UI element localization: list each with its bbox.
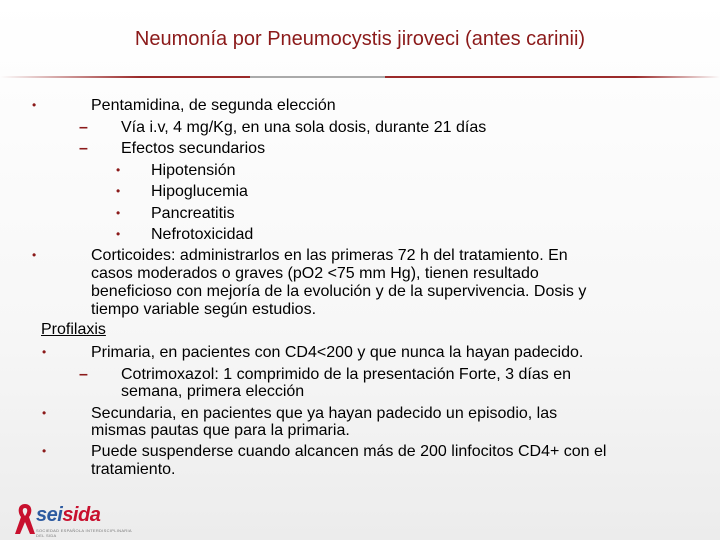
list-item-line: Puede suspenderse cuando alcancen más de 200 linfocitos CD4+ con el xyxy=(91,443,607,460)
bullet-icon: • xyxy=(42,406,47,420)
list-item-line: casos moderados o graves (pO2 <75 mm Hg), tienen resultado xyxy=(91,265,539,282)
logo-subtitle: SOCIEDAD ESPAÑOLA INTERDISCIPLINARIA DEL SIDA xyxy=(36,528,132,538)
title-divider xyxy=(0,76,720,78)
list-item-line: Corticoides: administrarlos en las primeras 72 h del tratamiento. En xyxy=(91,247,568,264)
bullet-icon: • xyxy=(32,98,37,112)
bullet-icon: • xyxy=(116,227,121,241)
section-heading: Profilaxis xyxy=(41,321,106,338)
bullet-icon: • xyxy=(116,206,121,220)
effect-item: Pancreatitis xyxy=(151,205,235,222)
sub-item: Efectos secundarios xyxy=(121,140,266,157)
list-item-line: Secundaria, en pacientes que ya hayan padecido un episodio, las xyxy=(91,405,558,422)
effect-item: Hipotensión xyxy=(151,162,236,179)
dash-icon: – xyxy=(79,119,88,136)
sub-item: Vía i.v, 4 mg/Kg, en una sola dosis, durante 21 días xyxy=(121,119,487,136)
effect-item: Nefrotoxicidad xyxy=(151,226,254,243)
dash-icon: – xyxy=(79,140,88,157)
list-item-line: mismas pautas que para la primaria. xyxy=(91,422,350,439)
list-item: Pentamidina, de segunda elección xyxy=(91,97,336,114)
bullet-icon: • xyxy=(42,444,47,458)
list-item-line: beneficioso con mejoría de la evolución y de la supervivencia. Dosis y xyxy=(91,283,587,300)
logo-wordmark: seisida xyxy=(36,504,101,526)
bullet-icon: • xyxy=(116,163,121,177)
sub-item-line: Cotrimoxazol: 1 comprimido de la presentación Forte, 3 días en xyxy=(121,366,571,383)
bullet-icon: • xyxy=(42,345,47,359)
dash-icon: – xyxy=(79,366,88,383)
list-item-line: tiempo variable según estudios. xyxy=(91,301,317,318)
ribbon-icon xyxy=(12,502,38,536)
effect-item: Hipoglucemia xyxy=(151,183,248,200)
list-item-line: tratamiento. xyxy=(91,461,176,478)
sub-item-line: semana, primera elección xyxy=(121,383,305,400)
seisida-logo xyxy=(8,500,138,540)
list-item: Primaria, en pacientes con CD4<200 y que nunca la hayan padecido. xyxy=(91,344,584,361)
bullet-icon: • xyxy=(116,184,121,198)
bullet-icon: • xyxy=(32,248,37,262)
slide-title: Neumonía por Pneumocystis jiroveci (antes carinii) xyxy=(134,28,586,50)
